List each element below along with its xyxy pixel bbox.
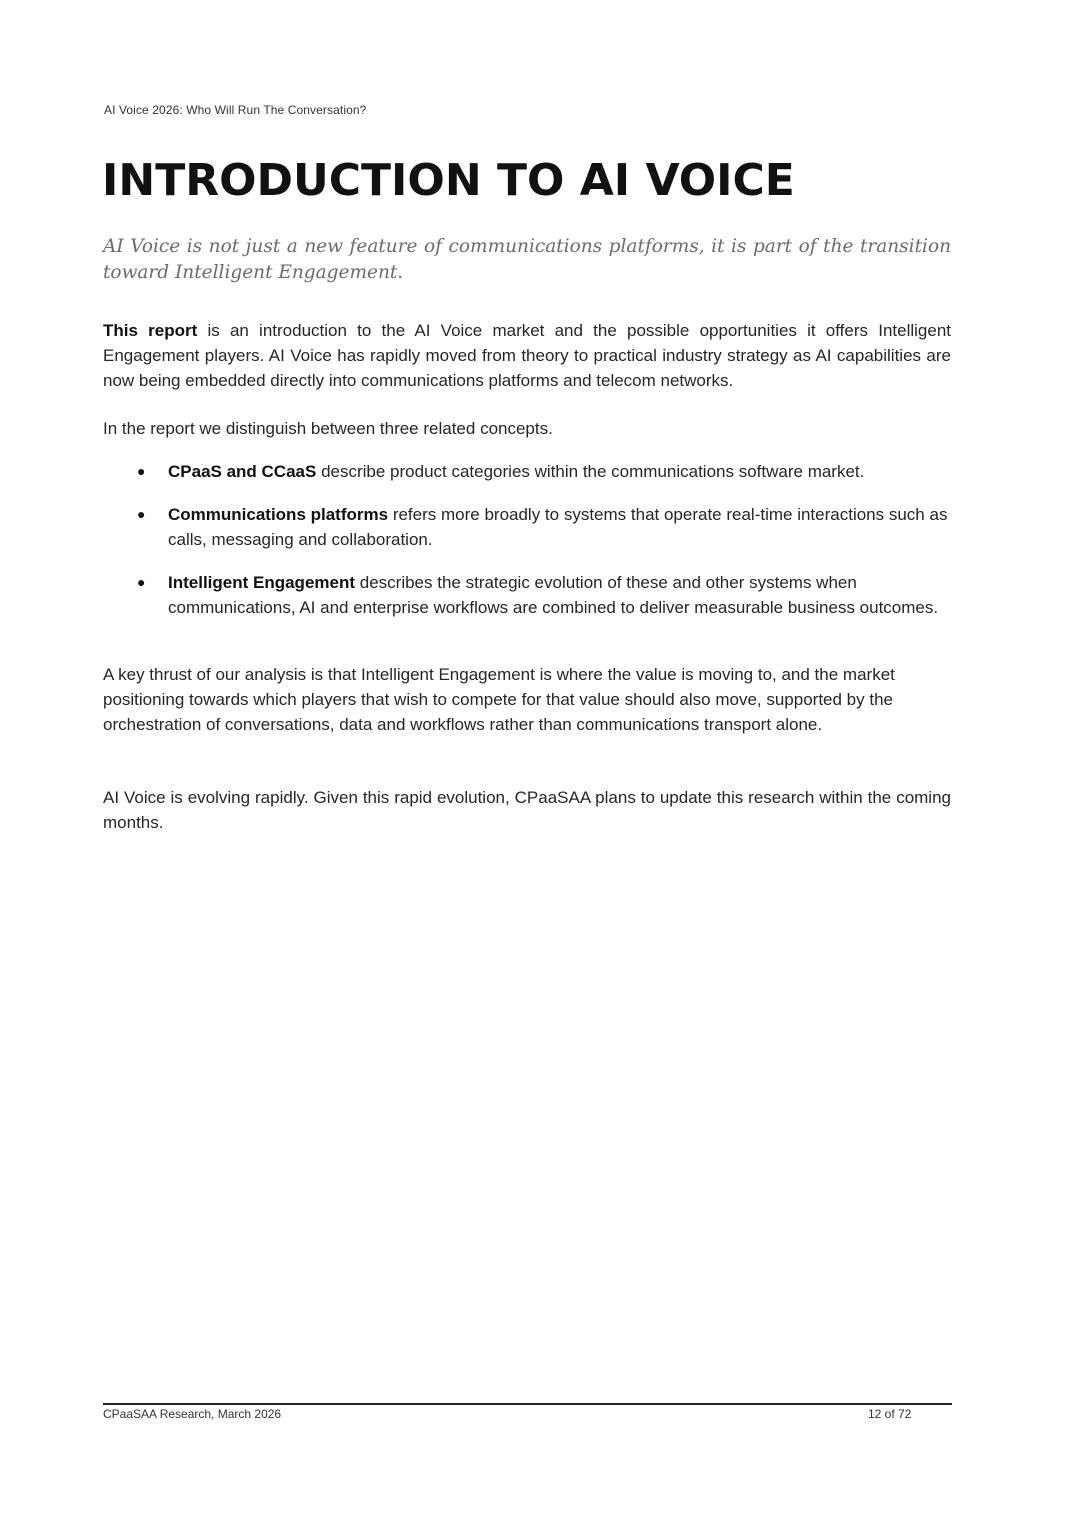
bullet-text: refers more broadly to systems that operate real-time interactions such as calls, messaging and collaboration. (168, 505, 948, 549)
bullet-text: describes the strategic evolution of these and other systems when communications, AI and enterprise workflows are combined to deliver measurable business outcomes. (168, 573, 939, 617)
bullet-icon: ● (137, 506, 146, 522)
concepts-intro-paragraph: In the report we distinguish between three related concepts. (103, 419, 553, 438)
thrust-paragraph: A key thrust of our analysis is that Intelligent Engagement is where the value is moving to, and the market positioning towards which players that wish to compete for that value should also move, supported by the orchestration of conversations, data and workflows rather than communications transport alone. (103, 665, 895, 734)
concepts-list (103, 459, 951, 638)
intro-lead: This report (103, 321, 198, 340)
list-item (103, 570, 951, 620)
list-item (103, 459, 951, 484)
page-number: 12 of 72 (868, 1407, 912, 1421)
bullet-icon: ● (137, 574, 146, 590)
running-header: AI Voice 2026: Who Will Run The Conversation? (104, 103, 367, 117)
intro-rest: is an introduction to the AI Voice market and the possible opportunities it offers Intelligent Engagement players. AI Voice has rapidly moved from theory to practical industry strategy as AI capabilities are now being embedded directly into communications platforms and telecom networks. (103, 321, 951, 390)
footer-source: CPaaSAA Research, March 2026 (103, 1407, 282, 1421)
intro-paragraph (103, 318, 951, 393)
footer-divider (103, 1403, 952, 1405)
bullet-icon: ● (137, 463, 146, 479)
evolving-paragraph: AI Voice is evolving rapidly. Given this rapid evolution, CPaaSAA plans to update this research within the coming months. (103, 788, 951, 832)
bullet-text: describe product categories within the communications software market. (316, 462, 865, 481)
section-lede: AI Voice is not just a new feature of communications platforms, it is part of the transition toward Intelligent Engagement. (103, 236, 951, 283)
bullet-term: Communications platforms (168, 505, 389, 524)
bullet-term: Intelligent Engagement (168, 573, 356, 592)
list-item (103, 502, 951, 552)
section-title: INTRODUCTION TO AI VOICE (102, 155, 795, 206)
bullet-term: CPaaS and CCaaS (168, 462, 317, 481)
